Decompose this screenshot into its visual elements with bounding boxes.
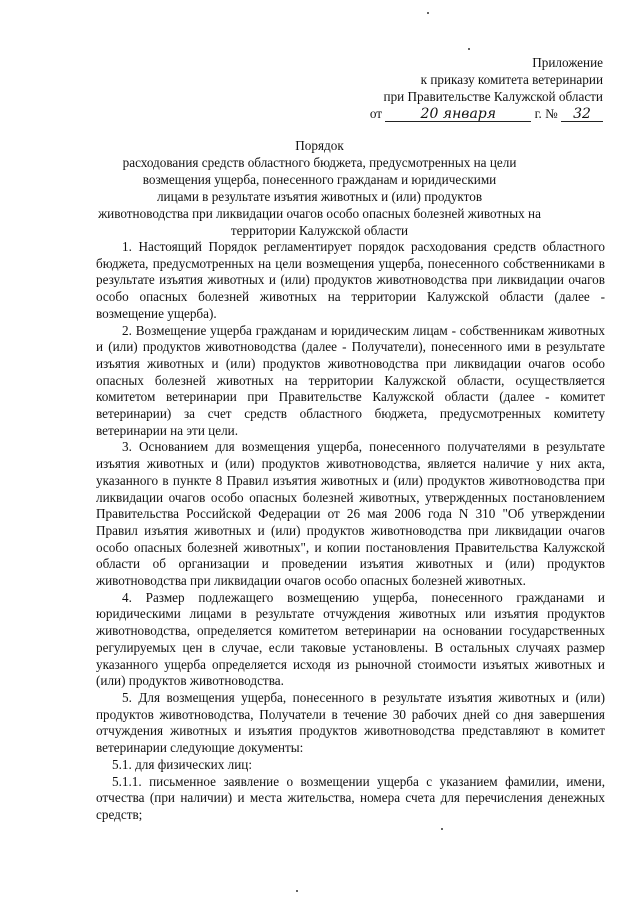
appendix-header <box>370 54 603 122</box>
paragraph-4: 4. Размер подлежащего возмещению ущерба, понесенного гражданами и юридическими лицами в результате отчуждения животных или изъятия продуктов животноводства, определяется комитетом ветеринарии на основании государственных регулируемых цен в случае, если таковые установлены. В остальных случаях размер указанного ущерба определяется исходя из рыночной стоимости изъятых животных и (или) продуктов животноводства. <box>96 589 605 689</box>
appendix-title: Приложение <box>532 55 603 70</box>
scan-speck <box>441 828 443 830</box>
title-line: расходования средств областного бюджета, предусмотренных на цели <box>122 155 517 170</box>
scan-speck <box>468 48 470 50</box>
appendix-authority-line: при Правительстве Калужской области <box>383 89 603 104</box>
handwritten-number: 32 <box>561 107 603 122</box>
title-line: лицами в результате изъятия животных и (или) продуктов <box>156 189 483 204</box>
paragraph-2: 2. Возмещение ущерба гражданам и юридическим лицам - собственникам животных и (или) продуктов животноводства (далее - Получатели), понесенного ими в результате изъятия животных и (или) продуктов животноводства при ликвидации очагов особо опасных болезней животных на территории Калужской области, осуществляется комитетом ветеринарии при Правительстве Калужской области (далее - комитет ветеринарии) за счет средств областного бюджета, предусмотренных комитету ветеринарии на эти цели. <box>96 322 605 438</box>
title-line: территории Калужской области <box>230 223 409 238</box>
sub-item-5-1-1: 5.1.1. письменное заявление о возмещении ущерба с указанием фамилии, имени, отчества (при наличии) и места жительства, номера счета для перечисления денежных средств; <box>96 773 605 822</box>
appendix-order-line: к приказу комитета ветеринарии <box>420 72 603 87</box>
scan-speck <box>427 12 429 14</box>
appendix-date-number-line <box>370 105 603 122</box>
paragraph-5: 5. Для возмещения ущерба, понесенного в результате изъятия животных и (или) продуктов животноводства, Получатели в течение 30 рабочих дней со дня завершения отчуждения животных и изъятия продуктов животноводства представляют в комитет ветеринарии следующие документы: <box>96 689 605 756</box>
document-body <box>96 239 605 824</box>
handwritten-date: 20 января <box>385 107 531 122</box>
paragraph-3: 3. Основанием для возмещения ущерба, понесенного получателями в результате изъятия животных и (или) продуктов животноводства, является наличие у них акта, указанного в пункте 8 Правил изъятия животных и (или) продуктов животноводства при ликвидации очагов особо опасных болезней животных, утвержденных постановлением Правительства Российской Федерации от 26 мая 2006 года N 310 "Об утверждении Правил изъятия животных и (или) продуктов животноводства при ликвидации очагов особо опасных болезней животных", и копии постановления Правительства Калужской области об организации и проведении изъятия животных и (или) продуктов животноводства при ликвидации очагов особо опасных болезней животных. <box>96 439 605 589</box>
scan-speck <box>296 890 298 892</box>
number-prefix: г. № <box>534 106 558 121</box>
title-line: животноводства при ликвидации очагов особо опасных болезней животных на <box>98 206 541 221</box>
title-line: возмещения ущерба, понесенного гражданам и юридическими <box>142 172 497 187</box>
date-prefix: от <box>369 106 382 121</box>
paragraph-1: 1. Настоящий Порядок регламентирует порядок расходования средств областного бюджета, предусмотренных на цели возмещения ущерба, понесенного собственниками в результате изъятия животных и (или) продуктов животноводства при ликвидации очагов особо опасных болезней животных на территории Калужской области (далее - возмещение ущерба). <box>96 239 605 321</box>
document-title <box>0 137 639 239</box>
title-heading: Порядок <box>295 138 344 153</box>
sub-item-5-1: 5.1. для физических лиц: <box>112 756 252 772</box>
